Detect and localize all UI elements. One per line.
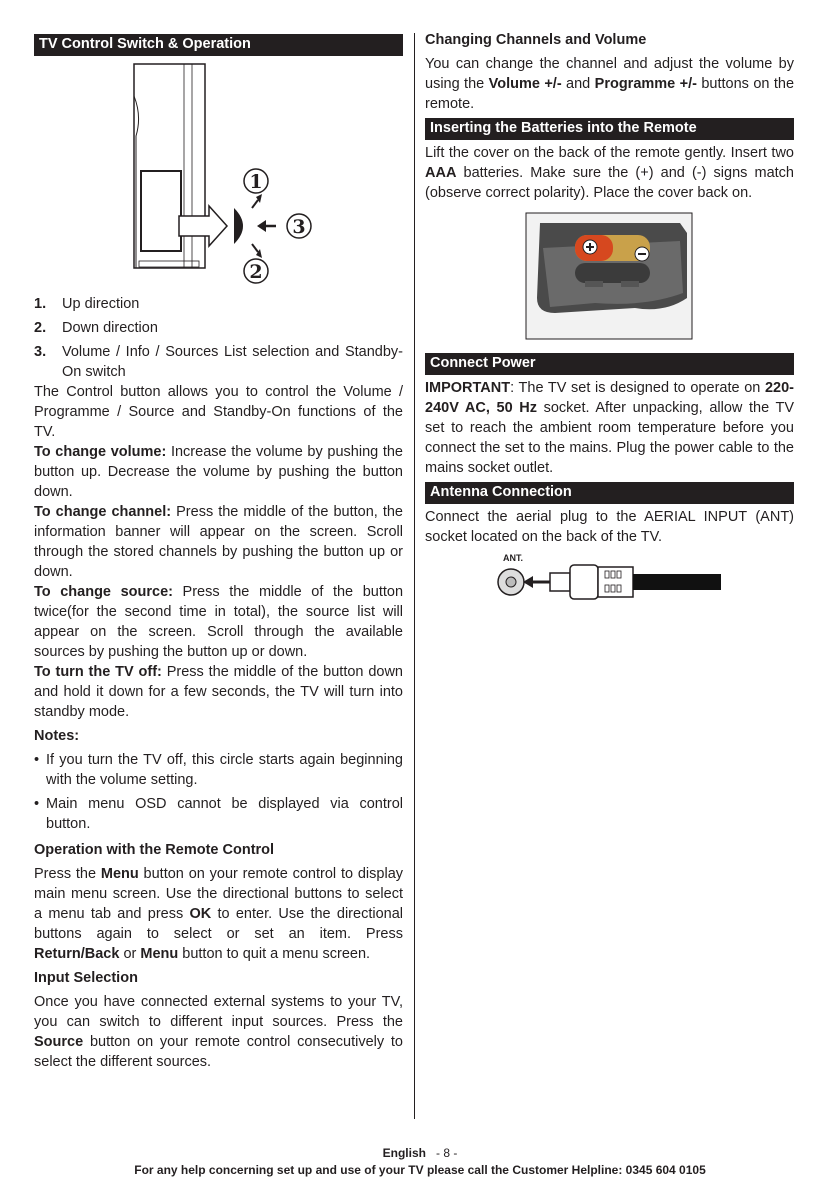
input-text: Once you have connected external systems to your TV, you can switch to different input sources. Press the bbox=[34, 994, 403, 1030]
list-item bbox=[34, 318, 403, 338]
figure-label-2: 2 bbox=[249, 261, 263, 283]
channels-heading: Changing Channels and Volume bbox=[425, 32, 647, 48]
menu-keyword: Menu bbox=[140, 946, 179, 962]
power-heading: Connect Power bbox=[425, 353, 794, 375]
tv-control-heading: TV Control Switch & Operation bbox=[34, 34, 403, 56]
footer-page-number: - 8 - bbox=[436, 1146, 458, 1160]
batteries-heading: Inserting the Batteries into the Remote bbox=[425, 118, 794, 140]
remote-text: or bbox=[119, 946, 141, 962]
remote-text: Press the bbox=[34, 866, 101, 882]
battery-illustration bbox=[425, 203, 794, 353]
bullet: • bbox=[34, 796, 40, 812]
list-number: 3. bbox=[34, 344, 47, 360]
input-heading: Input Selection bbox=[34, 970, 138, 986]
figure-label-3: 3 bbox=[292, 216, 306, 238]
list-number: 1. bbox=[34, 296, 47, 312]
remote-paragraph bbox=[34, 864, 403, 964]
programme-keyword: Programme +/- bbox=[594, 76, 697, 92]
ant-label: ANT. bbox=[503, 553, 523, 563]
channel-text: Press the middle of the button, the information banner will appear on the screen. Scroll through the stored channels by pushing the button up or down. bbox=[34, 504, 403, 580]
volume-keyword: Volume +/- bbox=[488, 76, 562, 92]
power-text: socket. After unpacking, allow the TV set to reach the ambient room temperature before you connect the set to the mains. Plug the power cable to the mains socket outlet. bbox=[425, 400, 795, 476]
control-switch-figure bbox=[34, 56, 403, 290]
ok-keyword: OK bbox=[189, 906, 212, 922]
notes-heading: Notes: bbox=[34, 728, 80, 744]
antenna-heading: Antenna Connection bbox=[425, 482, 794, 504]
note-item bbox=[34, 794, 403, 834]
list-text: Volume / Info / Sources List selection and Standby-On switch bbox=[62, 344, 403, 380]
batteries-text: batteries. Make sure the (+) and (-) signs match (observe correct polarity). Place the cover back on. bbox=[425, 165, 794, 201]
tv-control-illustration bbox=[34, 56, 403, 290]
input-text: button on your remote control consecutively to select the different sources. bbox=[34, 1034, 403, 1070]
antenna-figure bbox=[425, 547, 794, 607]
power-paragraph bbox=[425, 378, 794, 478]
batteries-text: Lift the cover on the back of the remote gently. Insert two bbox=[425, 145, 794, 161]
list-text: Up direction bbox=[62, 296, 140, 312]
aaa-keyword: AAA bbox=[425, 165, 457, 181]
figure-label-1: 1 bbox=[249, 171, 263, 193]
remote-text: to enter. Use the directional buttons again to select or set an item. Press bbox=[34, 906, 403, 942]
note-text: If you turn the TV off, this circle starts again beginning with the volume setting. bbox=[46, 752, 403, 788]
channels-paragraph bbox=[425, 54, 794, 114]
batteries-paragraph bbox=[425, 143, 794, 203]
list-number: 2. bbox=[34, 320, 47, 336]
remote-heading: Operation with the Remote Control bbox=[34, 842, 275, 858]
return-keyword: Return/Back bbox=[34, 946, 120, 962]
list-item bbox=[34, 294, 403, 314]
source-text: Press the middle of the button twice(for the second time in total), the source list will appear on the screen. Scroll through the available sources by pushing the button up or down. bbox=[34, 584, 404, 660]
channels-text: You can change the channel and adjust the volume by using the bbox=[425, 56, 794, 92]
note-item bbox=[34, 750, 403, 790]
page-footer-lang bbox=[0, 1146, 840, 1160]
antenna-paragraph: Connect the aerial plug to the AERIAL INPUT (ANT) socket located on the back of the TV. bbox=[425, 509, 794, 545]
important-keyword: IMPORTANT bbox=[425, 380, 511, 396]
menu-keyword: Menu bbox=[100, 866, 139, 882]
source-label: To change source: bbox=[34, 584, 173, 600]
list-item bbox=[34, 342, 403, 382]
channels-text: and bbox=[561, 76, 595, 92]
source-paragraph bbox=[34, 582, 403, 662]
bullet: • bbox=[34, 752, 40, 768]
remote-text: button to quit a menu screen. bbox=[178, 946, 371, 962]
volume-text: Increase the volume by pushing the button up. Decrease the volume by pushing the button down. bbox=[34, 444, 403, 500]
power-spec: 220-240V AC, 50 Hz bbox=[425, 380, 794, 416]
left-column bbox=[34, 30, 403, 1072]
standby-text: Press the middle of the button down and hold it down for a few seconds, the TV will turn into standby mode. bbox=[34, 664, 403, 720]
battery-figure bbox=[425, 203, 794, 353]
channel-label: To change channel: bbox=[34, 504, 172, 520]
footer-language: English bbox=[382, 1146, 426, 1160]
standby-label: To turn the TV off: bbox=[34, 664, 162, 680]
power-text: : The TV set is designed to operate on bbox=[510, 380, 765, 396]
list-text: Down direction bbox=[62, 320, 158, 336]
volume-paragraph bbox=[34, 442, 403, 502]
control-intro: The Control button allows you to control the Volume / Programme / Source and Standby-On functions of the TV. bbox=[34, 384, 403, 440]
antenna-illustration bbox=[425, 547, 794, 607]
remote-text: button on your remote control to display main menu screen. Use the directional buttons to select a menu tab and press bbox=[34, 866, 404, 922]
channel-paragraph bbox=[34, 502, 403, 582]
footer-helpline: For any help concerning set up and use of your TV please call the Customer Helpline: 0345 604 0105 bbox=[134, 1163, 706, 1177]
column-divider bbox=[414, 33, 415, 1119]
channels-text: buttons on the remote. bbox=[425, 76, 795, 112]
note-text: Main menu OSD cannot be displayed via control button. bbox=[46, 796, 403, 832]
standby-paragraph bbox=[34, 662, 403, 722]
source-keyword: Source bbox=[34, 1034, 84, 1050]
right-column bbox=[425, 30, 794, 607]
volume-label: To change volume: bbox=[34, 444, 167, 460]
input-paragraph bbox=[34, 992, 403, 1072]
